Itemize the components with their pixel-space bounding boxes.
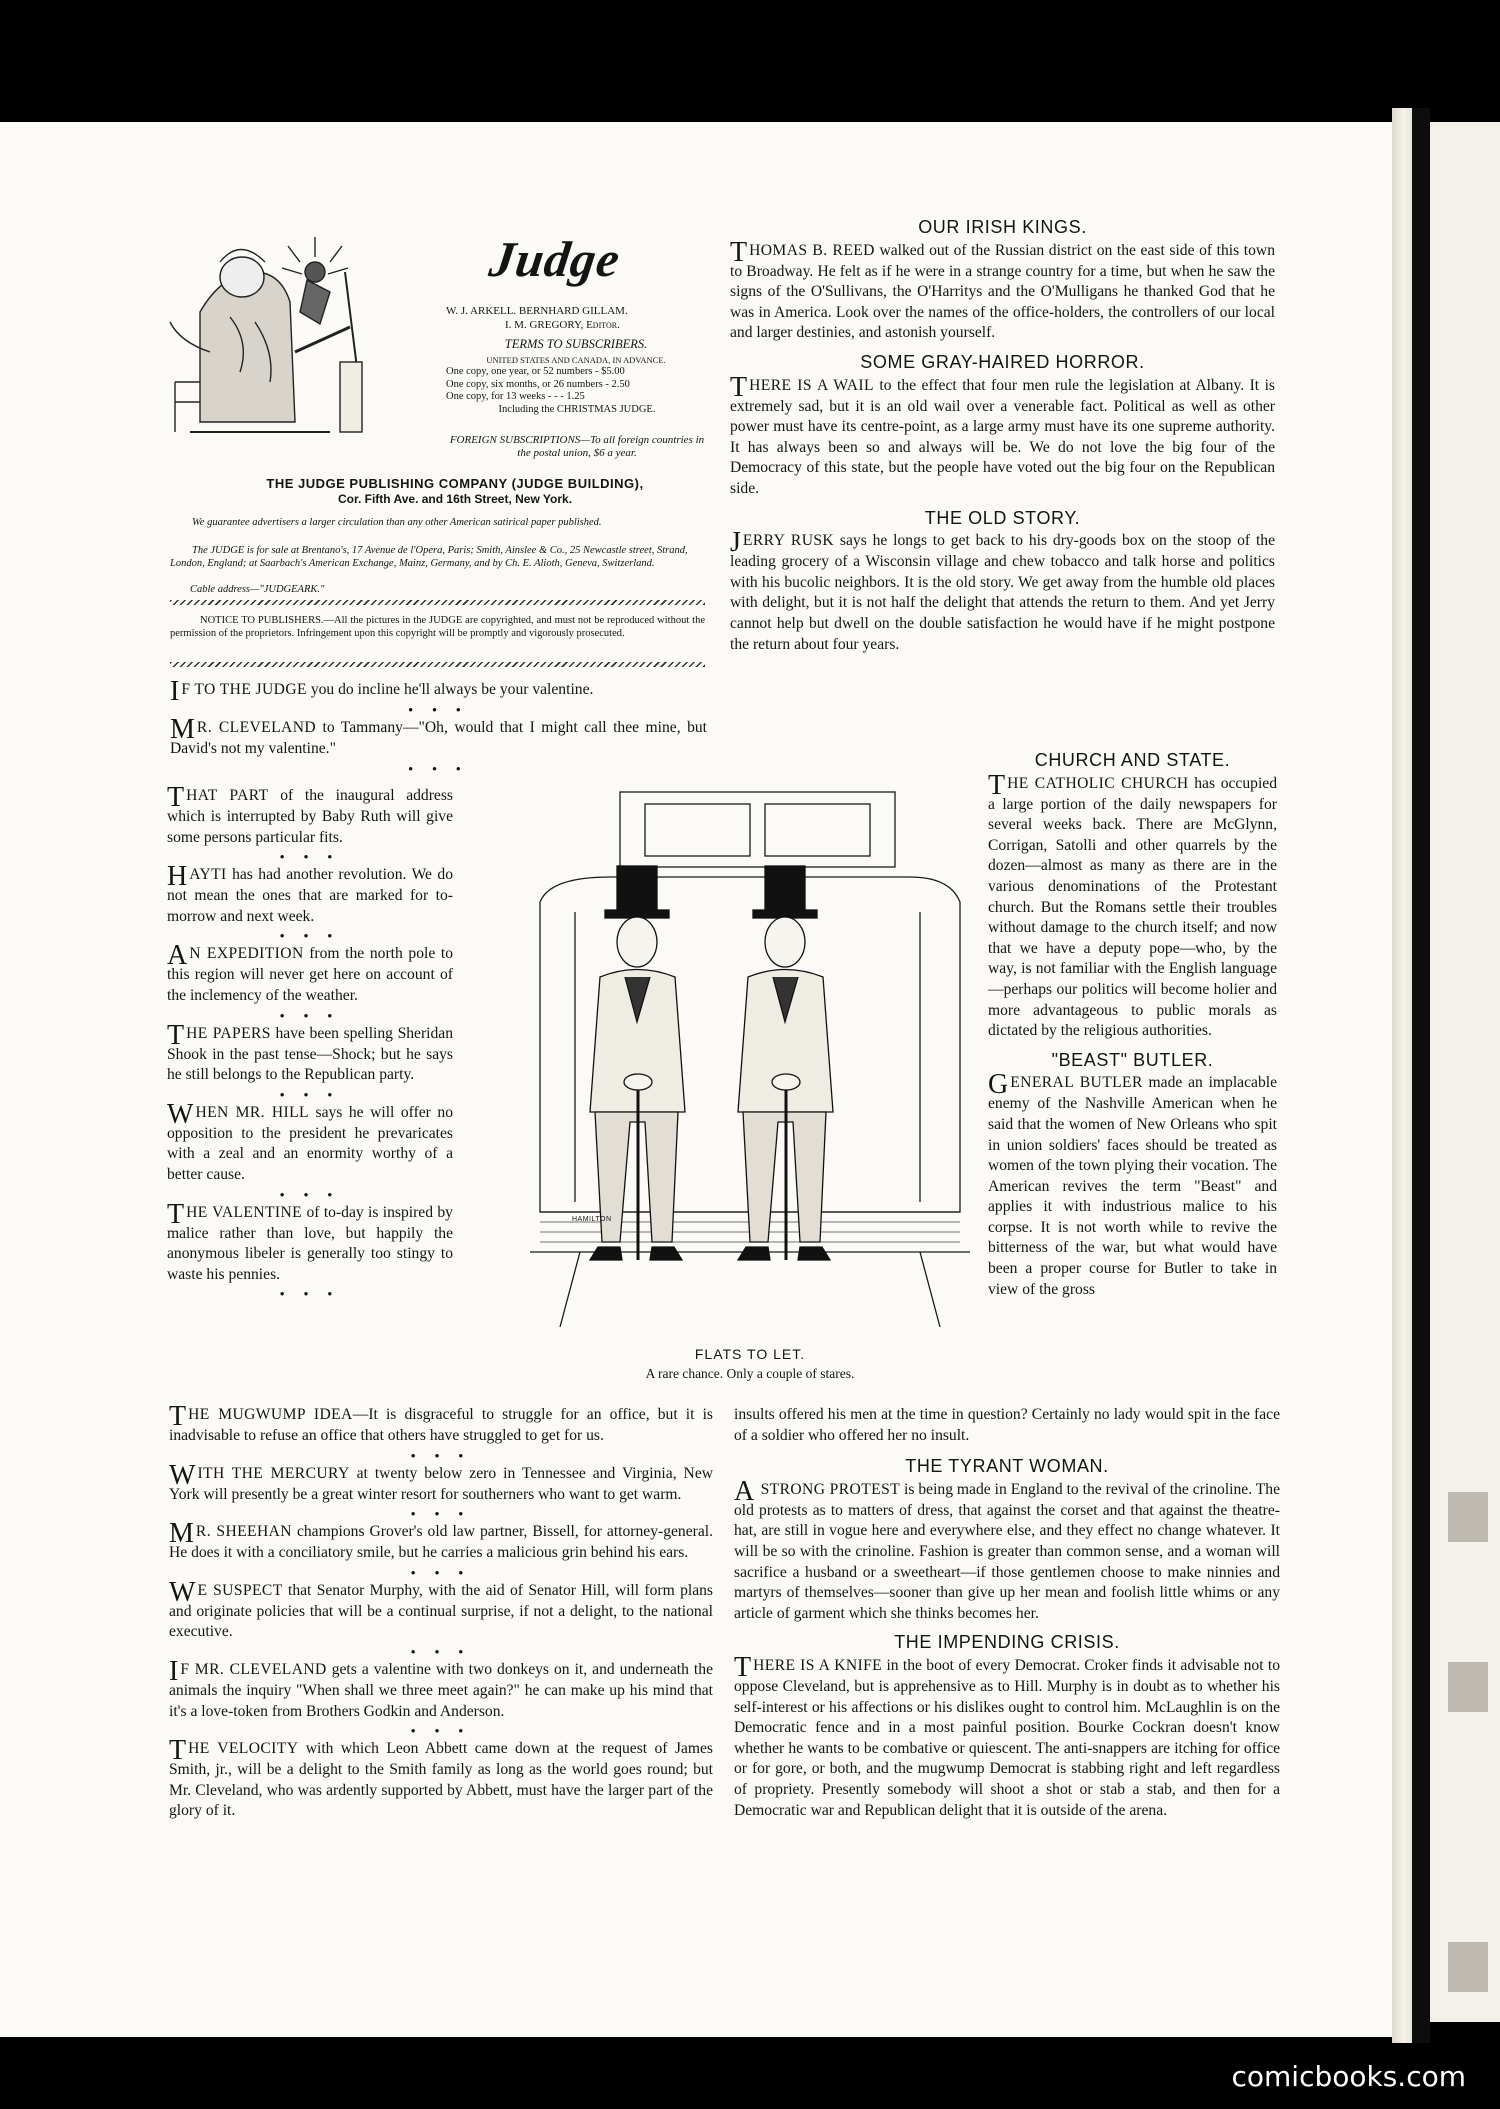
paragraph — [169, 1459, 713, 1506]
ornamental-rule — [170, 662, 705, 667]
separator: • • • — [410, 1506, 472, 1522]
page-tab-mark — [1448, 1662, 1488, 1712]
drop-cap: T — [730, 371, 748, 403]
flats-to-let-illustration — [520, 782, 975, 1337]
section-heading: THE TYRANT WOMAN. — [905, 1456, 1109, 1477]
terms-line: One copy, for 13 weeks - - - 1.25 — [446, 391, 585, 402]
paragraph-text: of to-day is inspired by malice rather than love, but happily the anonymous libeler is generally too stingy to waste his pennies. — [167, 1203, 453, 1283]
narrow-column — [167, 782, 454, 1302]
terms-line: One copy, six months, or 26 numbers - 2.50 — [446, 378, 630, 390]
lead-in: HE VELOCITY — [188, 1740, 299, 1758]
lead-in: HE MUGWUMP IDEA — [188, 1406, 353, 1423]
section-heading: THE OLD STORY. — [924, 507, 1081, 528]
sale-note: The JUDGE is for sale at Brentano's, 17 Avenue de l'Opera, Paris; Smith, Ainslee & Co., 25 Newcastle street, Strand, London, England; at Saarbach's American Exchange, Mainz, Germany, and by Ch. E. Alioth, Geneva, Switzerland. — [170, 545, 688, 569]
drop-cap: T — [167, 782, 185, 813]
drop-cap: T — [169, 1735, 187, 1767]
drop-cap: T — [167, 1019, 185, 1051]
terms-line: Including the CHRISTMAS JUDGE. — [498, 403, 656, 415]
drop-cap: A — [167, 940, 188, 972]
separator: • • • — [279, 1286, 341, 1302]
separator: • • • — [410, 1447, 472, 1463]
paragraph — [988, 1069, 1277, 1300]
paragraph — [730, 236, 1275, 344]
masthead-illustration — [160, 232, 425, 444]
separator: • • • — [279, 1186, 341, 1202]
drop-cap: W — [167, 1098, 194, 1130]
ornamental-rule — [170, 600, 705, 605]
lead-in: N EXPEDITION — [189, 945, 304, 963]
lead-in: HAT PART — [186, 787, 269, 804]
paragraph-text: gets a valentine with two donkeys on it, and underneath the animals the inquiry "When shall we three meet again?" he can make up his mind that it's a love-token from Brothers Godkin and Anderson. — [169, 1660, 713, 1720]
drop-cap: M — [170, 714, 195, 745]
lead-in: F MR. CLEVELAND — [180, 1660, 327, 1678]
paragraph-text: with which Leon Abbett came down at the request of James Smith, jr., will be a delight to the Smith family as long as the world goes round; but Mr. Cleveland, who was ardently supported by Abbett, must have the larger part of the glory of it. — [169, 1740, 713, 1820]
paragraph — [988, 769, 1277, 1042]
drop-cap: I — [170, 676, 180, 707]
paragraph — [169, 1576, 713, 1643]
terms-line: One copy, one year, or 52 numbers - $5.00 — [446, 366, 625, 377]
paragraph — [167, 1019, 454, 1086]
illustration-caption-subtitle: A rare chance. Only a couple of stares. — [645, 1366, 855, 1381]
publisher-notice: NOTICE TO PUBLISHERS.—All the pictures in the JUDGE are copyrighted, and must not be reproduced without the permission of the proprietors. Infringement upon this copyright will be promptly and vigorously prosecuted. — [170, 615, 705, 639]
separator: • • • — [408, 760, 469, 776]
drop-cap: H — [167, 861, 188, 893]
paragraph-text: says he will offer no opposition to the president he prevaricates with a zeal and an enormity worthy of a better cause. — [167, 1103, 453, 1183]
separator: • • • — [410, 1723, 472, 1739]
lead-in: HERE IS A KNIFE — [753, 1656, 883, 1674]
separator: • • • — [410, 1564, 472, 1580]
paragraph-text: of the inaugural address which is interrupted by Baby Ruth will give some persons particular fits. — [167, 787, 453, 846]
paragraph — [167, 861, 453, 927]
section-heading: CHURCH AND STATE. — [1034, 750, 1231, 770]
paragraph — [170, 676, 707, 707]
paragraph-text: at twenty below zero in Tennessee and Virginia, New York will presently be a great winter resort for southerners who want to get warm. — [169, 1464, 713, 1503]
lead-in: ENERAL BUTLER — [1010, 1074, 1143, 1092]
drop-cap: T — [167, 1198, 185, 1230]
page-tab-mark — [1448, 1942, 1488, 1992]
drop-cap: W — [169, 1459, 196, 1491]
drop-cap: T — [169, 1401, 187, 1432]
separator: • • • — [410, 1643, 472, 1659]
paragraph — [167, 940, 454, 1006]
artist-signature: HAMILTON — [572, 1216, 612, 1223]
paragraph-text: to the effect that four men rule the legislation at Albany. It is extremely sad, but it is an old wail over a venerable fact. Political as well as other power must have its centre-point, as a large army must have its one supreme authority. It has always been so and always will be. We do not love the big four of the Democracy of this state, but the people have voted out the big four on the Republican side. — [730, 376, 1276, 497]
right-narrow-column — [988, 750, 1277, 1300]
paragraph — [170, 714, 708, 760]
lead-in: R. CLEVELAND — [196, 719, 317, 736]
paragraph-text: has occupied a large portion of the daily newspapers for several weeks back. There are McGlynn, Corrigan, Satolli and other quarrels by the dozen—almost as many as there are in the various denominations of the Protestant church. But the Romans settle their troubles without damage to the church itself; and now that we have a deputy pope—who, by the way, is not familiar with the English language—perhaps our politics will become holier and more advantageous to public morals as dictated by the religious authorities. — [988, 774, 1277, 1040]
page-tab-mark — [1448, 1492, 1488, 1542]
section-heading: THE IMPENDING CRISIS. — [894, 1632, 1120, 1653]
paragraph — [167, 1098, 453, 1186]
terms-heading: TERMS TO SUBSCRIBERS. — [504, 337, 648, 351]
drop-cap: I — [169, 1655, 179, 1687]
drop-cap: M — [169, 1518, 194, 1550]
paragraph-text: to Tammany—"Oh, would that I might call thee mine, but David's not my valentine." — [170, 719, 708, 757]
separator: • • • — [408, 702, 469, 717]
paragraph — [730, 371, 1276, 500]
publisher-name: THE JUDGE PUBLISHING COMPANY (JUDGE BUILDING), — [266, 476, 644, 491]
drop-cap: G — [988, 1069, 1009, 1101]
terms-list — [446, 366, 708, 416]
publisher-address: Cor. Fifth Ave. and 16th Street, New York. — [337, 492, 573, 506]
illustration-caption-title: FLATS TO LET. — [694, 1346, 806, 1362]
paragraph-text: —It is disgraceful to struggle for an office, but it is inadvisable to refuse an office that others have struggled to get for us. — [169, 1406, 713, 1444]
paragraph-text: says he longs to get back to his dry-goods box on the stoop of the leading grocery of a Wisconsin village and chew tobacco and talk horse and politics with his bucolic neighbors. It is the old story. We get away from the humble old places with delight, but it is not half the delight that attends the return to them. And yet Jerry cannot help but dwell on the double satisfaction he would have if he might postpone the return about four years. — [730, 532, 1275, 653]
section-heading: OUR IRISH KINGS. — [918, 217, 1087, 237]
lead-in: HERE IS A WAIL — [749, 376, 874, 394]
paragraph — [169, 1655, 713, 1722]
paragraph — [730, 527, 1275, 655]
paragraph — [734, 1651, 1281, 1821]
lead-in: HOMAS B. REED — [749, 241, 875, 259]
paragraph-continued: insults offered his men at the time in question? Certainly no lady would spit in the face of a soldier who offered her no insult. — [734, 1406, 1280, 1444]
left-top-column — [170, 676, 708, 777]
editor-line: I. M. GREGORY, Editor. — [505, 319, 620, 331]
drop-cap: W — [169, 1576, 196, 1608]
paragraph — [169, 1401, 713, 1447]
section-heading: SOME GRAY-HAIRED HORROR. — [860, 351, 1145, 372]
right-top-column — [730, 217, 1275, 655]
separator: • • • — [279, 1007, 341, 1023]
paragraph-text: in the boot of every Democrat. Croker finds it advisable not to oppose Cleveland, but is apprehensive as to Hill. Murphy is in doubt as to whether his self-interest or his affections or his dislikes ought to control him. McLaughlin is on the Democratic fence and in a most painful position. Bourke Cockran doesn't know whether he wants to be combative or quiescent. The anti-snappers are itching for office or for gore, or both, and the mugwump Democrat is stabbing right and left regardless of propriety. Presently somebody will shoot a shot or stab a stab, and then for a Democratic war and Republican delight that it is outside of the arena. — [734, 1656, 1281, 1819]
paragraph — [169, 1735, 713, 1822]
binding-gutter — [1412, 108, 1430, 2043]
lead-in: R. SHEEHAN — [195, 1523, 292, 1541]
separator: • • • — [279, 849, 341, 865]
paragraph-text: is being made in England to the revival of the crinoline. The old protests as to matters of dress, that against the corset and that against the theatre-hat, are still in vogue here and everywhere else, and they effect no change whatever. It will be so with the crinoline. Fashion is greater than common sense, and a woman will sacrifice a husband or a sweetheart—if those gentlemen choose to make ninnies and martyrs of themselves—sooner than give up her mean and foolish little whims or any article of garment which she thinks becomes her. — [734, 1480, 1280, 1622]
lead-in: HE VALENTINE — [186, 1203, 303, 1221]
lead-in: HE PAPERS — [186, 1024, 271, 1042]
paragraph — [167, 782, 453, 848]
guarantee-note: We guarantee advertisers a larger circulation than any other American satirical paper published. — [192, 517, 602, 528]
adjacent-page-strip — [1430, 122, 1500, 2022]
section-heading: "BEAST" BUTLER. — [1051, 1049, 1214, 1070]
paragraph-text: that Senator Murphy, with the aid of Senator Hill, will form plans and originate policies that will be a continual surprise, if not a delight, to the national executive. — [169, 1581, 713, 1641]
paragraph-text: has had another revolution. We do not mean the ones that are marked for to-morrow and next week. — [167, 866, 453, 925]
separator: • • • — [279, 1086, 341, 1102]
cable-address: Cable address—"JUDGEARK." — [190, 584, 325, 595]
lead-in: HEN MR. HILL — [195, 1103, 309, 1121]
lead-in: AYTI — [189, 866, 227, 884]
lead-in: HE CATHOLIC CHURCH — [1007, 774, 1189, 792]
lower-left-column — [169, 1401, 713, 1822]
lead-in: F TO THE JUDGE — [181, 681, 307, 698]
lead-in: STRONG PROTEST — [756, 1480, 901, 1498]
lead-in: ITH THE MERCURY — [197, 1464, 350, 1482]
separator: • • • — [279, 928, 341, 944]
paragraph-text: walked out of the Russian district on the east side of this town to Broadway. He felt as if he were in a strange country for a time, but when he saw the signs of the O'Sullivans, the O'Harritys and the O'Mulligans he thanked God that he was in America. Look over the names of the office-holders, the controllers of our local and larger destinies, and astonish yourself. — [730, 241, 1275, 342]
paragraph-text: you do incline he'll always be your valentine. — [306, 681, 594, 698]
drop-cap: T — [730, 236, 748, 268]
paragraph-text: champions Grover's old law partner, Bissell, for attorney-general. He does it with a conciliatory smile, but he carries a malicious grin behind his ears. — [169, 1523, 713, 1562]
terms-sub: UNITED STATES AND CANADA, IN ADVANCE. — [486, 355, 666, 365]
paragraph — [169, 1518, 713, 1564]
drop-cap: J — [730, 527, 741, 559]
drop-cap: A — [734, 1475, 755, 1507]
lead-in: E SUSPECT — [197, 1581, 283, 1599]
paragraph-text: from the north pole to this region will never get here on account of the inclemency of the weather. — [167, 945, 454, 1004]
paragraph-text: have been spelling Sheridan Shook in the past tense—Shock; but he says he still belongs to the Republican party. — [167, 1024, 454, 1084]
lead-in: ERRY RUSK — [742, 532, 835, 550]
paragraph — [734, 1475, 1280, 1625]
right-bottom-column — [734, 1405, 1280, 1821]
drop-cap: T — [734, 1651, 752, 1683]
site-watermark: comicbooks.com — [1231, 2060, 1466, 2093]
foreign-subscriptions: FOREIGN SUBSCRIPTIONS—To all foreign countries in the postal union, $6 a year. — [449, 434, 705, 459]
paragraph — [167, 1198, 453, 1286]
drop-cap: T — [988, 769, 1006, 801]
judge-logo: Judge — [486, 231, 624, 287]
staff-line: W. J. ARKELL. BERNHARD GILLAM. — [446, 305, 628, 317]
paragraph-text: made an implacable enemy of the Nashville American when he said that the women of New Orleans who spit in union soldiers' faces should be treated as women of the town plying their vocation. The American revives the term "Beast" and applies it with industrious malice to his corpse. It is not worth while to revive the bitterness of the war, but what would have been a proper course for Butler to take in view of the gross — [988, 1074, 1277, 1298]
